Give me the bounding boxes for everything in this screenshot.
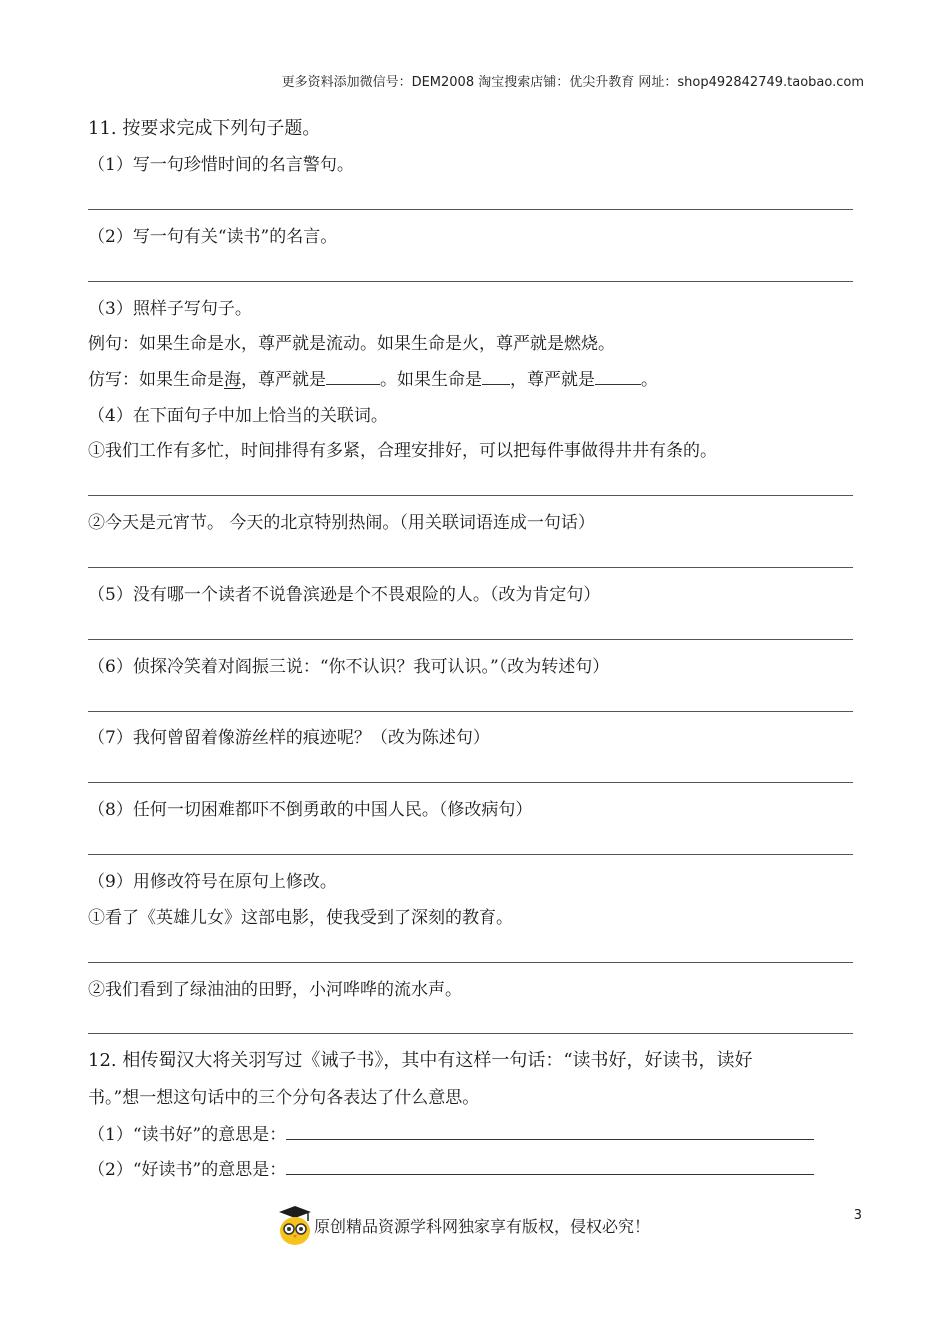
q11-s9-1: ①看了《英雄儿女》这部电影，使我受到了深刻的教育。	[88, 908, 513, 928]
q11-s3: （3）照样子写句子。	[88, 299, 252, 319]
owl-logo-icon	[278, 1204, 312, 1246]
answer-line	[88, 711, 853, 712]
blank-3[interactable]	[595, 370, 641, 385]
answer-line	[88, 854, 853, 855]
answer-line	[88, 567, 853, 568]
answer-line	[88, 281, 853, 282]
answer-line	[88, 962, 853, 963]
answer-line	[88, 495, 853, 496]
q11-s9-2: ②我们看到了绿油油的田野，小河哗哗的流水声。	[88, 980, 462, 1000]
q12-title-1: 12. 相传蜀汉大将关羽写过《诫子书》，其中有这样一句话：“读书好，好读书，读好	[88, 1050, 753, 1071]
page-header: 更多资料添加微信号：DEM2008 淘宝搜索店铺：优尖升教育 网址：shop492842749.taobao.com	[281, 75, 864, 90]
answer-line	[88, 1033, 853, 1034]
q11-s4: （4）在下面句子中加上恰当的关联词。	[88, 406, 388, 426]
q11-s4-1: ①我们工作有多忙，时间排得有多紧，合理安排好，可以把每件事做得井井有条的。	[88, 441, 717, 461]
q11-s6: （6）侦探冷笑着对阎振三说：“你不认识？我可认识。”（改为转述句）	[88, 657, 610, 677]
imitate-word: 海	[224, 370, 241, 390]
answer-line	[88, 782, 853, 783]
page-footer	[278, 1204, 650, 1246]
page-number: 3	[853, 1208, 862, 1223]
q12-title-2: 书。”想一想这句话中的三个分句各表达了什么意思。	[88, 1088, 480, 1108]
q12-a2: （2）“好读书”的意思是：	[88, 1159, 814, 1181]
q11-s7: （7）我何曾留着像游丝样的痕迹呢？（改为陈述句）	[88, 728, 490, 748]
q12-a2-blank[interactable]	[286, 1160, 814, 1175]
q11-s1: （1）写一句珍惜时间的名言警句。	[88, 155, 354, 175]
example-sentence: 例句：如果生命是水，尊严就是流动。如果生命是火，尊严就是燃烧。	[88, 334, 615, 354]
q11-title: 11. 按要求完成下列句子题。	[88, 118, 321, 139]
answer-line	[88, 639, 853, 640]
answer-line	[88, 209, 853, 210]
q11-s4-2: ②今天是元宵节。 今天的北京特别热闹。（用关联词语连成一句话）	[88, 513, 595, 533]
q11-s5: （5）没有哪一个读者不说鲁滨逊是个不畏艰险的人。（改为肯定句）	[88, 585, 601, 605]
q11-s8: （8）任何一切困难都吓不倒勇敢的中国人民。（修改病句）	[88, 800, 533, 820]
blank-1[interactable]	[326, 370, 380, 385]
q12-a1: （1）“读书好”的意思是：	[88, 1124, 814, 1146]
blank-2[interactable]	[482, 370, 510, 385]
q12-a1-blank[interactable]	[286, 1125, 814, 1140]
imitate-sentence: 仿写：如果生命是海，尊严就是 。如果生命是 ，尊严就是 。	[88, 370, 658, 390]
q11-s9: （9）用修改符号在原句上修改。	[88, 872, 337, 892]
q11-s2: （2）写一句有关“读书”的名言。	[88, 227, 338, 247]
copyright-notice: 原创精品资源学科网独家享有版权，侵权必究！	[314, 1216, 651, 1236]
